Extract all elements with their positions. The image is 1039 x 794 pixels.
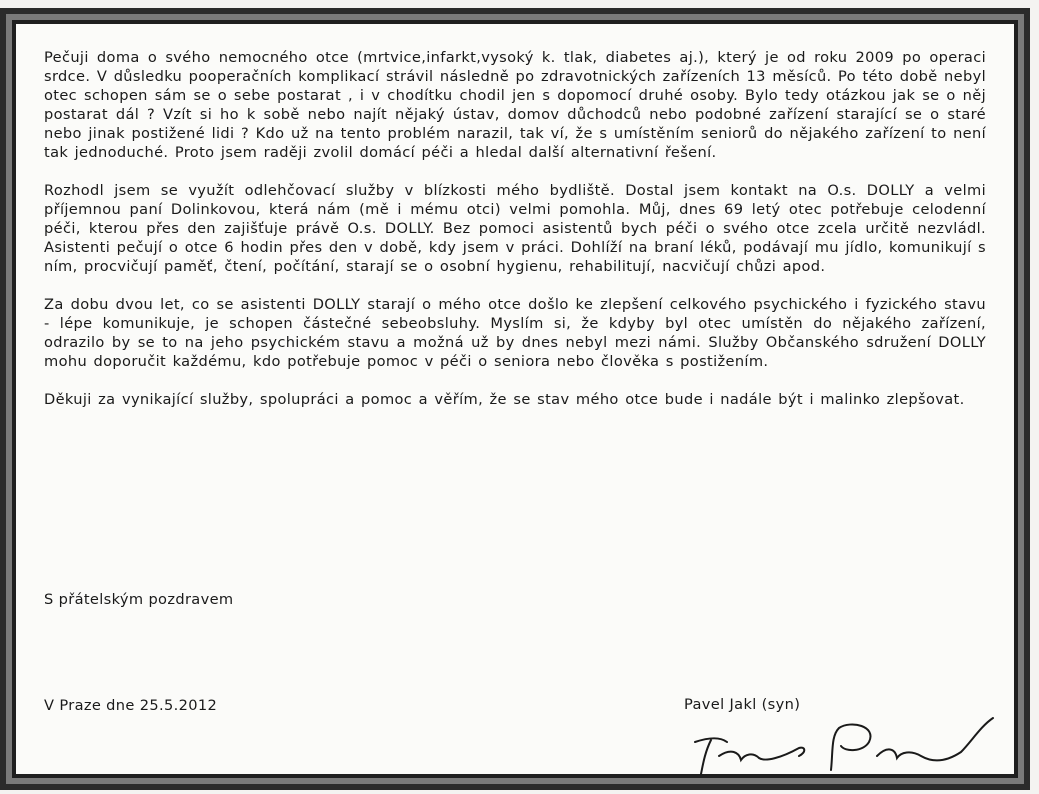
letter-paper xyxy=(16,24,1014,774)
paragraph-2: Rozhodl jsem se využít odlehčovací služby v blízkosti mého bydliště. Dostal jsem kontakt na O.s. DOLLY a velmi příjemnou paní Dolinkovou, která nám (mě i mému otci) velmi pomohla. Můj, dnes 69 letý otec potřebuje celodenní péči, kterou přes den zajišťuje právě O.s. DOLLY. Bez pomoci asistentů bych péči o svého otce zcela určitě nezvládl. Asistenti pečují o otce 6 hodin přes den v době, kdy jsem v práci. Dohlíží na braní léků, podávají mu jídlo, komunikují s ním, procvičují paměť, čtení, počítání, starají se o osobní hygienu, rehabilitují, nacvičují chůzi apod. xyxy=(44,182,986,275)
closing-greeting: S přátelským pozdravem xyxy=(44,591,234,608)
paragraph-4: Děkuji za vynikající služby, spolupráci a pomoc a věřím, že se stav mého otce bude i nadále být i malinko zlepšovat. xyxy=(44,391,965,408)
letter-body xyxy=(44,48,986,428)
frame-inner-border xyxy=(12,20,1018,778)
paragraph-1: Pečuji doma o svého nemocného otce (mrtvice,infarkt,vysoký k. tlak, diabetes aj.), který je od roku 2009 po operaci srdce. V důsledku pooperačních komplikací strávil následně po zdravotnických zařízeních 13 měsíců. Po této době nebyl otec schopen sám se o sebe postarat , i v chodítku chodil jen s dopomocí druhé osoby. Bylo tedy otázkou jak se o něj postarat dál ? Vzít si ho k sobě nebo najít nějaký ústav, domov důchodců nebo podobné zařízení starající se o staré nebo jinak postižené lidi ? Kdo už na tento problém narazil, tak ví, že s umístěním seniorů do nějakého zařízení to není tak jednoduché. Proto jsem raději zvolil domácí péči a hledal další alternativní řešení. xyxy=(44,49,986,161)
document-frame xyxy=(0,8,1030,790)
letter-date: V Praze dne 25.5.2012 xyxy=(44,697,218,714)
author-name: Pavel Jakl (syn) xyxy=(684,696,801,713)
frame-border xyxy=(6,14,1024,784)
paragraph-3: Za dobu dvou let, co se asistenti DOLLY starají o mého otce došlo ke zlepšení celkového psychického i fyzického stavu - lépe komunikuje, je schopen částečné sebeobsluhy. Myslím si, že kdyby byl otec umístěn do nějakého zařízení, odrazilo by se to na jeho psychickém stavu a možná už by dnes nebyl mezi námi. Služby Občanského sdružení DOLLY mohu doporučit každému, kdo potřebuje pomoc v péči o seniora nebo člověka s postižením. xyxy=(44,296,986,370)
handwritten-signature xyxy=(681,712,1001,782)
